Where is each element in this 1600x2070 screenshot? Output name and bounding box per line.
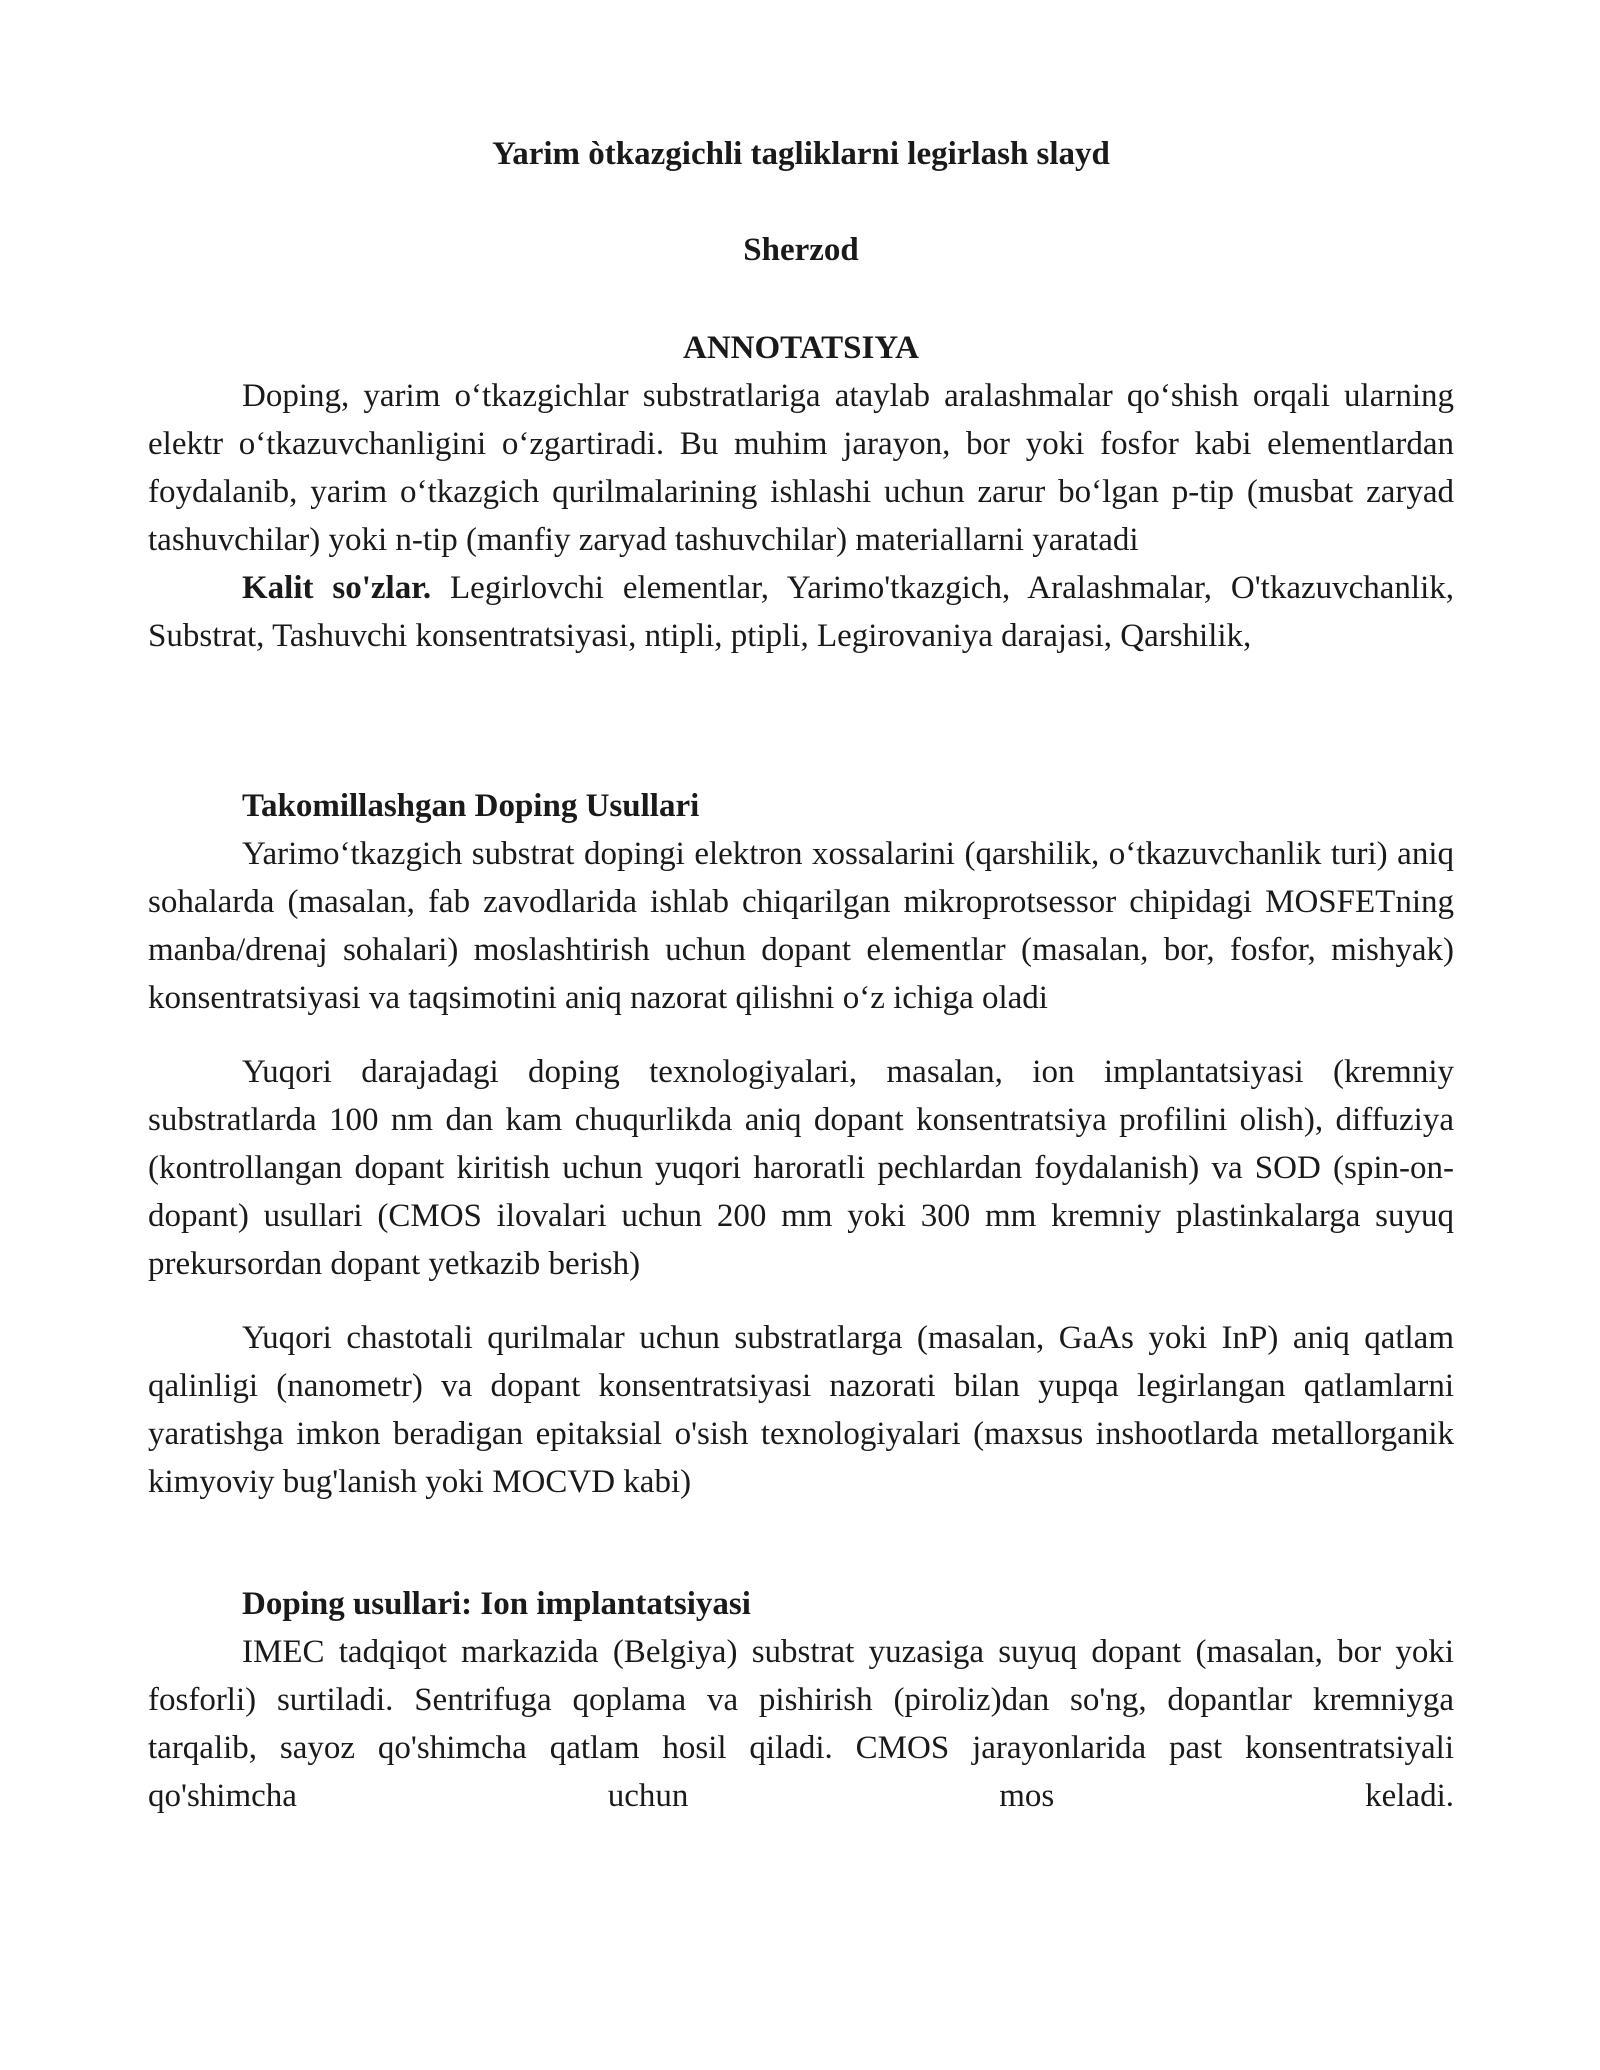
keywords-paragraph xyxy=(148,564,1454,660)
section-paragraph: Yuqori darajadagi doping texnologiyalari, masalan, ion implantatsiyasi (kremniy substratlarda 100 nm dan kam chuqurlikda aniq dopant konsentratsiya profilini olish), diffuziya (kontrollangan dopant kiritish uchun yuqori haroratli pechlardan foydalanish) va SOD (spin-on-dopant) usullari (CMOS ilovalari uchun 200 mm yoki 300 mm kremniy plastinkalarga suyuq prekursordan dopant yetkazib berish) xyxy=(148,1054,1454,1282)
section-heading: Doping usullari: Ion implantatsiyasi xyxy=(242,1586,751,1622)
section-heading: Takomillashgan Doping Usullari xyxy=(242,788,700,824)
section-paragraph: IMEC tadqiqot markazida (Belgiya) substrat yuzasiga suyuq dopant (masalan, bor yoki fosforli) surtiladi. Sentrifuga qoplama va pishirish (piroliz)dan so'ng, dopantlar kremniyga tarqalib, sayoz qo'shimcha qatlam hosil qiladi. CMOS jarayonlarida past konsentratsiyali qo'shimcha uchun mos keladi. xyxy=(148,1634,1454,1814)
section-paragraph: Yuqori chastotali qurilmalar uchun substratlarga (masalan, GaAs yoki InP) aniq qatlam qalinligi (nanometr) va dopant konsentratsiyasi nazorati bilan yupqa legirlangan qatlamlarni yaratishga imkon beradigan epitaksial o'sish texnologiyalari (maxsus inshootlarda metallorganik kimyoviy bug'lanish yoki MOCVD kabi) xyxy=(148,1320,1454,1500)
annotation-text: Doping, yarim o‘tkazgichlar substratlariga ataylab aralashmalar qo‘shish orqali ularning elektr o‘tkazuvchanligini o‘zgartiradi. Bu muhim jarayon, bor yoki fosfor kabi elementlardan foydalanib, yarim o‘tkazgich qurilmalarining ishlashi uchun zarur bo‘lgan p-tip (musbat zaryad tashuvchilar) yoki n-tip (manfiy zaryad tashuvchilar) materiallarni yaratadi xyxy=(148,378,1454,558)
keywords-text: Legirlovchi elementlar, Yarimo'tkazgich, Aralashmalar, O'tkazuvchanlik, Substrat, Tashuvchi konsentratsiyasi, ntipli, ptipli, Legirovaniya darajasi, Qarshilik, xyxy=(148,570,1454,654)
annotation-heading: ANNOTATSIYA xyxy=(683,330,919,366)
document-page xyxy=(148,0,1454,1820)
keywords-label: Kalit so'zlar. xyxy=(242,570,432,606)
section-paragraph: Yarimo‘tkazgich substrat dopingi elektron xossalarini (qarshilik, o‘tkazuvchanlik turi) aniq sohalarda (masalan, fab zavodlarida ishlab chiqarilgan mikroprotsessor chipidagi MOSFETning manba/drenaj sohalari) moslashtirish uchun dopant elementlar (masalan, bor, fosfor, mishyak) konsentratsiyasi va taqsimotini aniq nazorat qilishni o‘z ichiga oladi xyxy=(148,836,1454,1016)
document-title: Yarim òtkazgichli tagliklarni legirlash slayd xyxy=(492,136,1110,172)
document-author: Sherzod xyxy=(743,232,859,268)
